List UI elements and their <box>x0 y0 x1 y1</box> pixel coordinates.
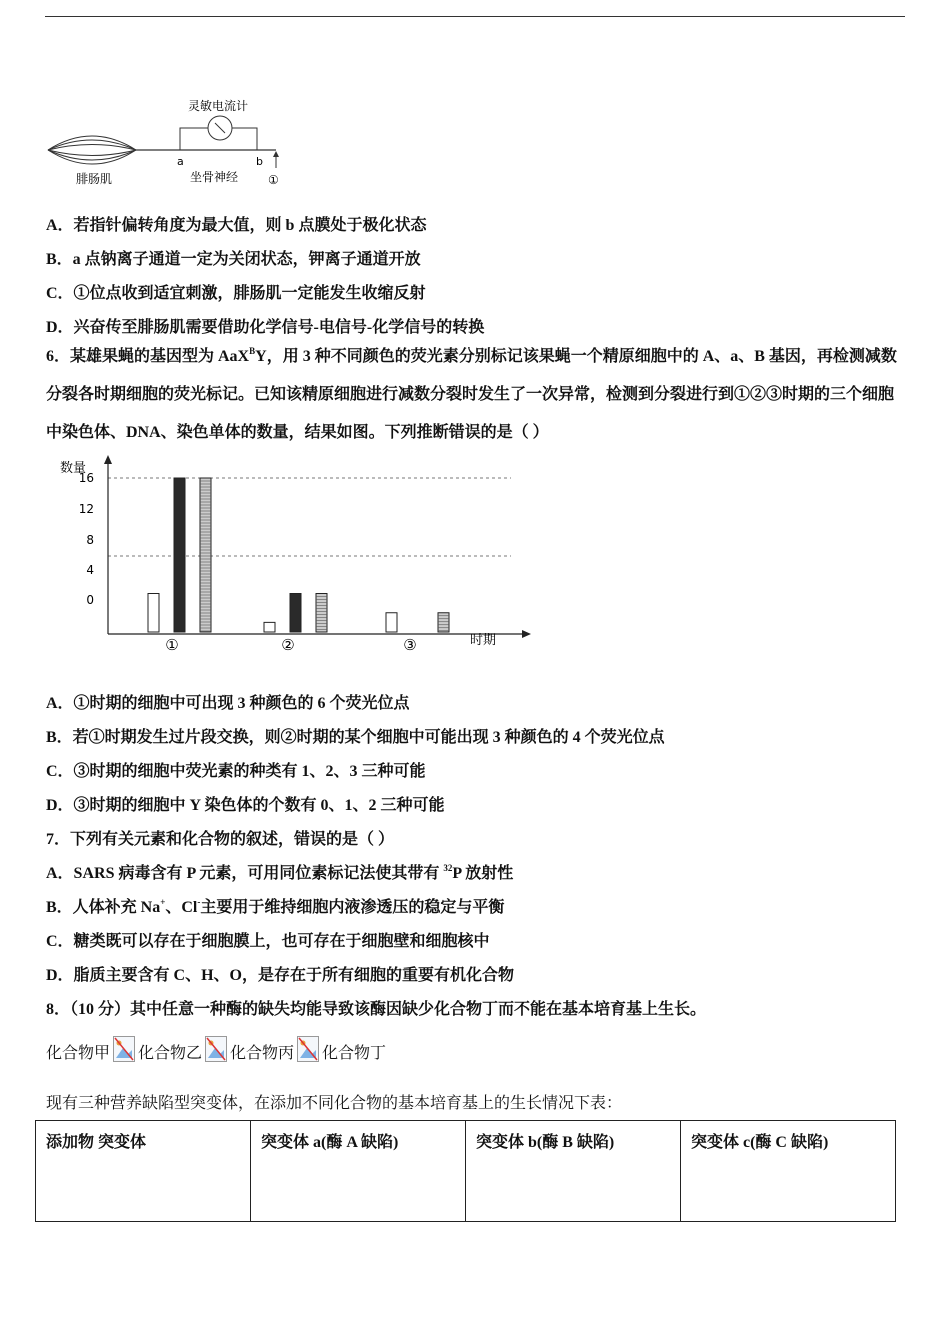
broken-image-icon <box>113 1036 135 1062</box>
chromosome-count-chart <box>56 452 536 662</box>
y-axis-arrow <box>104 455 112 464</box>
chart-bar <box>386 613 397 632</box>
chart-x-ticks <box>165 636 416 654</box>
chart-y-ticks <box>79 471 94 607</box>
chart-bar <box>148 594 159 633</box>
chart-bar <box>290 594 301 633</box>
table-header-cell: 突变体 c(酶 C 缺陷) <box>681 1121 896 1222</box>
q8-intro: 现有三种营养缺陷型突变体，在添加不同化合物的基本培育基上的生长情况下表： <box>46 1095 623 1112</box>
q7-option-c: C．糖类既可以存在于细胞膜上，也可存在于细胞壁和细胞核中 <box>46 933 490 950</box>
q5-option-a: A．若指针偏转角度为最大值，则 b 点膜处于极化状态 <box>46 217 427 234</box>
q6-option-a: A．①时期的细胞中可出现 3 种颜色的 6 个荧光位点 <box>46 695 410 712</box>
q7-option-a: A．SARS 病毒含有 P 元素，可用同位素标记法使其带有 $^{32}$P 放射性 <box>46 863 514 882</box>
chart-bar <box>174 478 185 632</box>
chart-gridlines <box>108 478 511 556</box>
point-a-label: a <box>177 155 184 168</box>
header-rule <box>45 16 905 17</box>
broken-image-icon <box>205 1036 227 1062</box>
x-axis-arrow <box>522 630 531 638</box>
compound-bing: 化合物丙 <box>230 1045 295 1062</box>
stimulus-site-label: ① <box>268 173 279 187</box>
q6-stem <box>46 338 906 452</box>
y-tick-label: 8 <box>86 533 94 547</box>
table-header-cell: 添加物 突变体 <box>36 1121 251 1222</box>
nerve-label: 坐骨神经 <box>190 170 239 184</box>
compound-jia: 化合物甲 <box>46 1045 111 1062</box>
chart-x-label: 时期 <box>470 633 497 648</box>
y-tick-label: 16 <box>78 471 94 485</box>
y-tick-label: 0 <box>86 593 94 607</box>
muscle-label: 腓肠肌 <box>76 172 113 186</box>
chart-y-label: 数量 <box>60 461 87 476</box>
broken-image-icon <box>297 1036 319 1062</box>
q6-stem-part2: Y，用 3 种不同颜色的荧光素分别标记该果蝇一个精原细胞中的 A、a、B 基因，再检测减数分裂各时期细胞的荧光标记。已知该精原细胞进行减数分裂时发生了一次异常，检测到分裂进行到①②③时期的三个细胞中染色体、DNA、染色单体的数量，结果如图。下列推断错误的是（ ） <box>46 348 897 441</box>
q8-stem: 8．（10 分）其中任意一种酶的缺失均能导致该酶因缺少化合物丁而不能在基本培育基上生长。 <box>46 1001 707 1018</box>
table-header-cell: 突变体 b(酶 B 缺陷) <box>466 1121 681 1222</box>
q5-option-c: C．①位点收到适宜刺激，腓肠肌一定能发生收缩反射 <box>46 285 426 302</box>
q6-stem-superscript: B <box>249 346 256 356</box>
mutant-growth-table <box>35 1120 896 1222</box>
q6-option-c: C．③时期的细胞中荧光素的种类有 1、2、3 三种可能 <box>46 763 426 780</box>
chart-bar <box>264 622 275 632</box>
compound-ding: 化合物丁 <box>322 1045 387 1062</box>
x-tick-label: ② <box>281 636 295 654</box>
q7-stem: 7．下列有关元素和化合物的叙述，错误的是（ ） <box>46 831 395 848</box>
q6-option-d: D．③时期的细胞中 Y 染色体的个数有 0、1、2 三种可能 <box>46 797 445 814</box>
q6-option-b: B．若①时期发生过片段交换，则②时期的某个细胞中可能出现 3 种颜色的 4 个荧光位点 <box>46 729 665 746</box>
y-tick-label: 12 <box>78 502 94 516</box>
nerve-muscle-diagram <box>44 96 294 192</box>
chart-bar <box>200 478 211 632</box>
q5-option-b: B．a 点钠离子通道一定为关闭状态，钾离子通道开放 <box>46 251 421 268</box>
point-b-label: b <box>256 155 263 168</box>
galvanometer-label: 灵敏电流计 <box>188 99 249 113</box>
y-tick-label: 4 <box>86 563 94 577</box>
table-row <box>36 1121 896 1222</box>
compound-yi: 化合物乙 <box>138 1045 203 1062</box>
q6-stem-part1: 6．某雄果蝇的基因型为 AaX <box>46 348 250 365</box>
q7-option-d: D．脂质主要含有 C、H、O，是存在于所有细胞的重要有机化合物 <box>46 967 515 984</box>
q7-option-b: B．人体补充 Na+、Cl-主要用于维持细胞内液渗透压的稳定与平衡 <box>46 897 505 916</box>
x-tick-label: ③ <box>403 636 417 654</box>
table-header-cell: 突变体 a(酶 A 缺陷) <box>251 1121 466 1222</box>
q8-pathway <box>46 1036 386 1063</box>
x-tick-label: ① <box>165 636 179 654</box>
gastrocnemius-muscle-shape <box>48 136 136 164</box>
q5-option-d: D．兴奋传至腓肠肌需要借助化学信号-电信号-化学信号的转换 <box>46 319 485 336</box>
chart-bars <box>148 478 449 632</box>
